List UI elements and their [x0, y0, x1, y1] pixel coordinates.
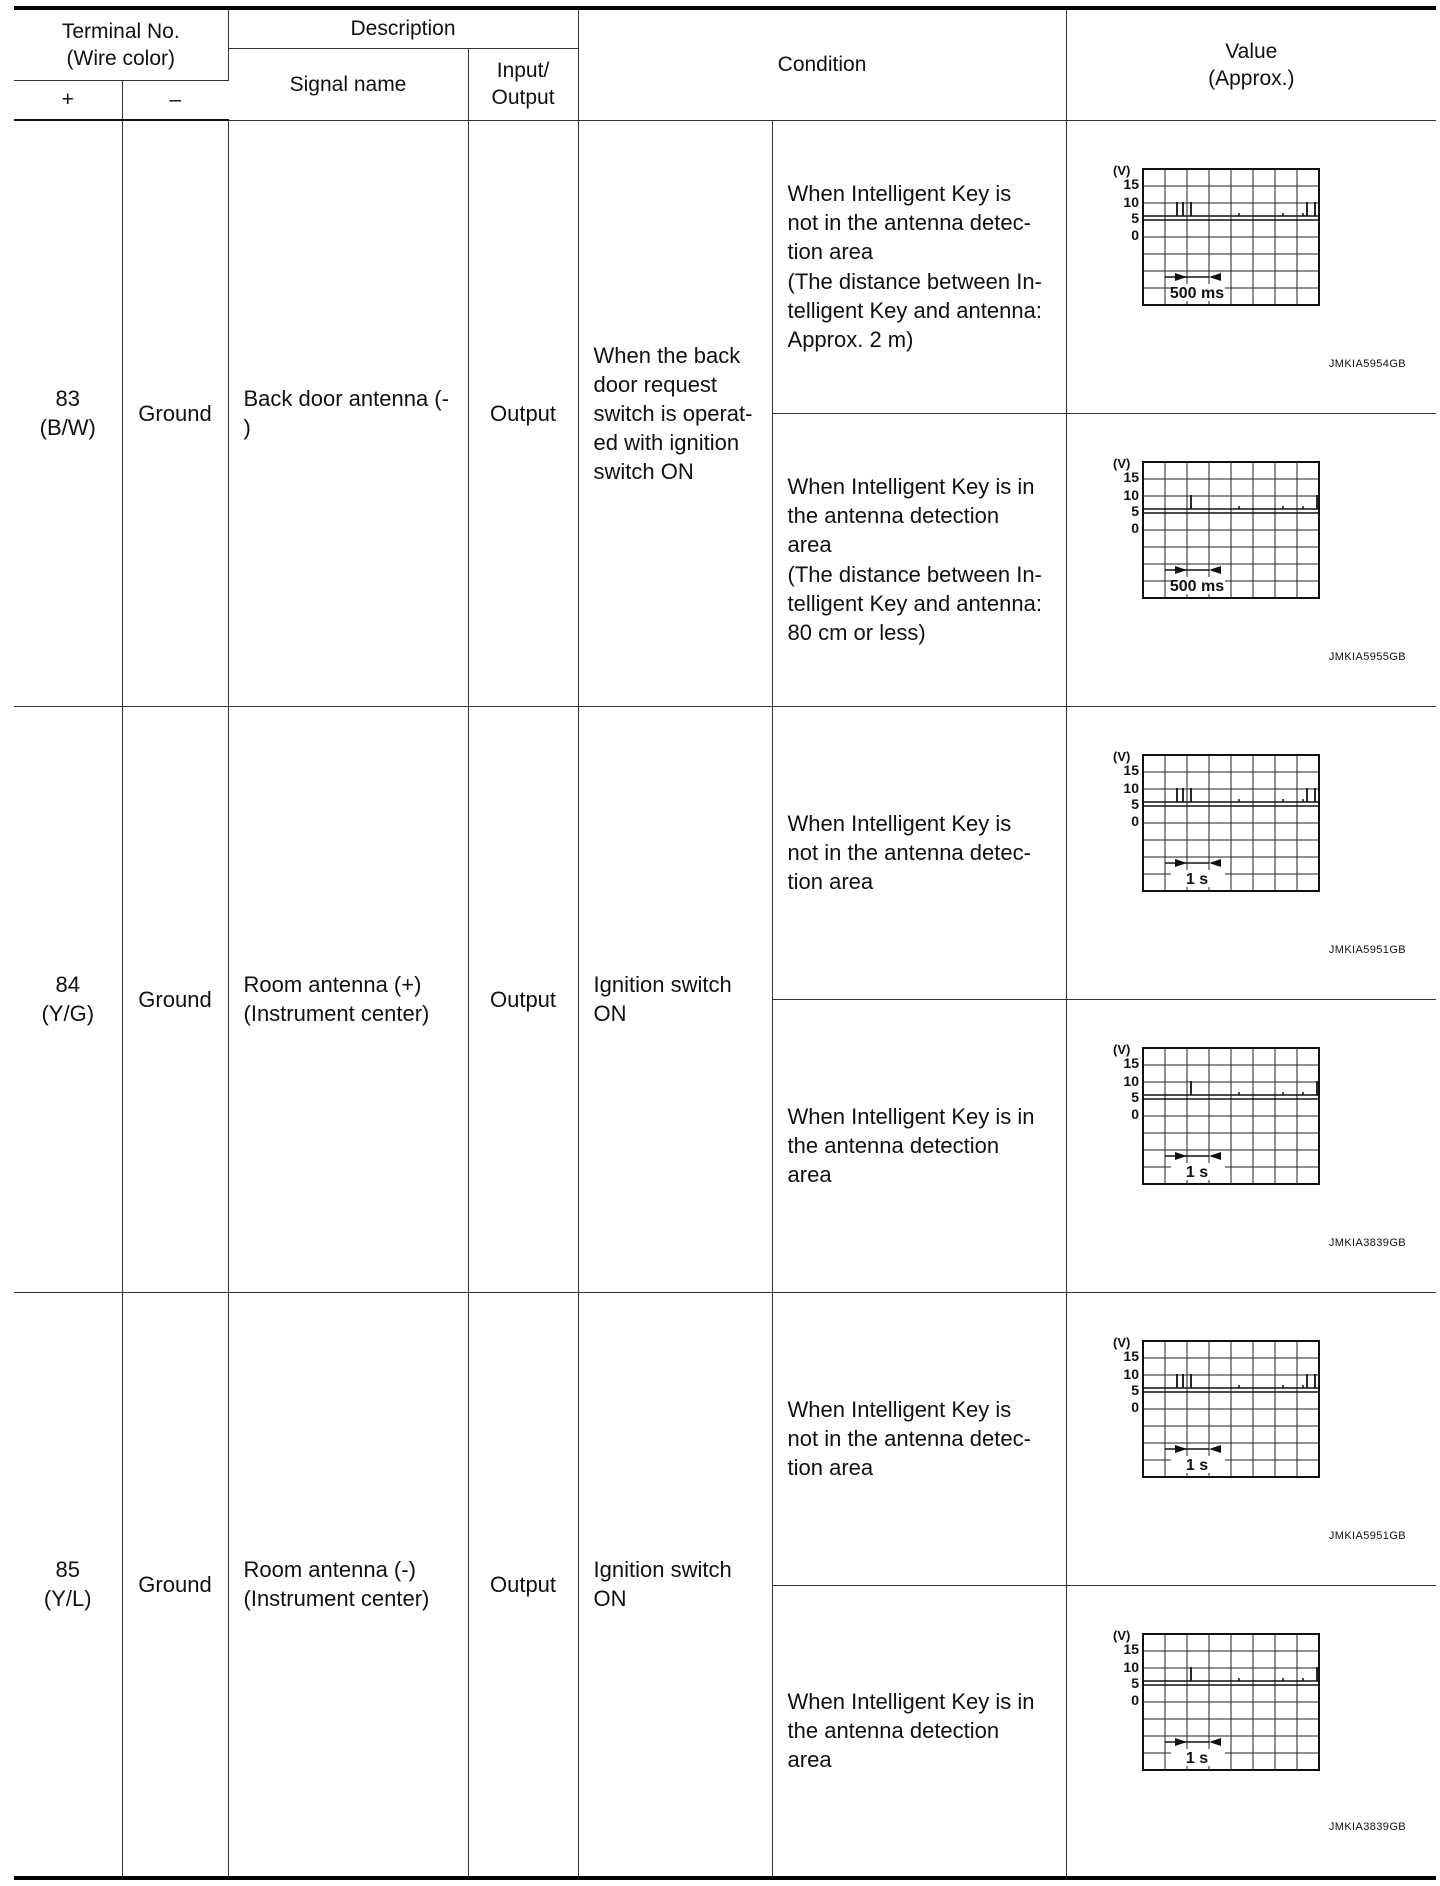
condition-header: Condition: [578, 8, 1066, 120]
unit-label: (V): [1112, 748, 1130, 764]
condition-main: Ignition switch ON: [578, 1292, 772, 1878]
time-scale-label: 1 s: [1185, 870, 1208, 888]
condition-detail: When Intelligent Key is in the antenna detection area (The distance between In- telligent Key and antenna: 80 cm or less): [772, 413, 1066, 706]
terminal-table-sheet: [14, 6, 1436, 1880]
y-tick-label: 5: [1130, 209, 1139, 226]
time-scale-label: 500 ms: [1169, 577, 1224, 595]
time-arrow-right: [1175, 1445, 1187, 1453]
minus-terminal: Ground: [122, 120, 228, 706]
time-scale-label: 1 s: [1185, 1163, 1208, 1181]
minus-terminal: Ground: [122, 706, 228, 1292]
condition-main: When the back door request switch is operat- ed with ignition switch ON: [578, 120, 772, 706]
y-tick-label: 5: [1130, 1088, 1139, 1105]
time-arrow-left: [1209, 1445, 1221, 1453]
y-tick-label: 0: [1130, 519, 1139, 536]
table-row: [14, 120, 1436, 413]
value-waveform-cell: [1066, 706, 1436, 999]
y-tick-label: 15: [1122, 1347, 1139, 1364]
time-scale-label: 500 ms: [1169, 284, 1224, 302]
condition-detail: When Intelligent Key is not in the antenna detec- tion area: [772, 706, 1066, 999]
y-tick-label: 0: [1130, 1691, 1139, 1708]
terminal-table: [14, 6, 1436, 1880]
y-tick-label: 5: [1130, 502, 1139, 519]
figure-code: JMKIA5955GB: [1328, 650, 1407, 663]
terminal-83: 83 (B/W): [14, 120, 122, 706]
waveform-chart: [1111, 454, 1411, 644]
value-waveform-cell: [1066, 1585, 1436, 1878]
condition-detail: When Intelligent Key is in the antenna detection area: [772, 1585, 1066, 1878]
figure-code: JMKIA3839GB: [1328, 1236, 1407, 1249]
signal-name: Room antenna (-) (Instrument center): [228, 1292, 468, 1878]
waveform-chart: [1111, 1040, 1411, 1230]
input-output: Output: [468, 120, 578, 706]
y-tick-label: 0: [1130, 812, 1139, 829]
y-tick-label: 15: [1122, 1640, 1139, 1657]
condition-detail: When Intelligent Key is not in the antenna detec- tion area (The distance between In- telligent Key and antenna: Approx. 2 m): [772, 120, 1066, 413]
signal-name-header: Signal name: [228, 48, 468, 120]
terminal-84: 84 (Y/G): [14, 706, 122, 1292]
waveform-chart: [1111, 1333, 1411, 1523]
time-arrow-right: [1175, 1152, 1187, 1160]
time-arrow-left: [1209, 566, 1221, 574]
time-arrow-right: [1175, 1738, 1187, 1746]
waveform-chart: [1111, 1626, 1411, 1816]
terminal-85: 85 (Y/L): [14, 1292, 122, 1878]
value-waveform-cell: [1066, 1292, 1436, 1585]
y-tick-label: 10: [1122, 193, 1139, 210]
time-scale-label: 1 s: [1185, 1456, 1208, 1474]
description-header: Description: [228, 8, 578, 48]
y-tick-label: 10: [1122, 1658, 1139, 1675]
condition-detail: When Intelligent Key is not in the antenna detec- tion area: [772, 1292, 1066, 1585]
figure-code: JMKIA5951GB: [1328, 943, 1407, 956]
table-row: [14, 1292, 1436, 1585]
unit-label: (V): [1112, 1334, 1130, 1350]
time-arrow-left: [1209, 1152, 1221, 1160]
y-tick-label: 5: [1130, 1674, 1139, 1691]
time-arrow-left: [1209, 273, 1221, 281]
condition-main: Ignition switch ON: [578, 706, 772, 1292]
unit-label: (V): [1112, 1041, 1130, 1057]
y-tick-label: 10: [1122, 779, 1139, 796]
y-tick-label: 0: [1130, 1398, 1139, 1415]
input-output: Output: [468, 706, 578, 1292]
y-tick-label: 10: [1122, 486, 1139, 503]
y-tick-label: 0: [1130, 1105, 1139, 1122]
waveform-chart: [1111, 747, 1411, 937]
input-output-header: Input/ Output: [468, 48, 578, 120]
y-tick-label: 15: [1122, 468, 1139, 485]
y-tick-label: 15: [1122, 1054, 1139, 1071]
time-arrow-right: [1175, 273, 1187, 281]
input-output: Output: [468, 1292, 578, 1878]
minus-header: –: [122, 80, 228, 120]
y-tick-label: 5: [1130, 1381, 1139, 1398]
minus-terminal: Ground: [122, 1292, 228, 1878]
y-tick-label: 10: [1122, 1365, 1139, 1382]
value-waveform-cell: [1066, 413, 1436, 706]
y-tick-label: 10: [1122, 1072, 1139, 1089]
y-tick-label: 15: [1122, 175, 1139, 192]
unit-label: (V): [1112, 455, 1130, 471]
figure-code: JMKIA5951GB: [1328, 1529, 1407, 1542]
unit-label: (V): [1112, 162, 1130, 178]
value-waveform-cell: [1066, 999, 1436, 1292]
time-arrow-right: [1175, 859, 1187, 867]
terminal-no-header: Terminal No. (Wire color): [14, 8, 228, 80]
waveform-chart: [1111, 161, 1411, 351]
signal-name: Room antenna (+) (Instrument center): [228, 706, 468, 1292]
condition-detail: When Intelligent Key is in the antenna detection area: [772, 999, 1066, 1292]
unit-label: (V): [1112, 1627, 1130, 1643]
time-arrow-left: [1209, 859, 1221, 867]
value-header: Value (Approx.): [1066, 8, 1436, 120]
time-arrow-right: [1175, 566, 1187, 574]
figure-code: JMKIA5954GB: [1328, 357, 1407, 370]
y-tick-label: 15: [1122, 761, 1139, 778]
signal-name: Back door antenna (- ): [228, 120, 468, 706]
time-arrow-left: [1209, 1738, 1221, 1746]
plus-header: +: [14, 80, 122, 120]
y-tick-label: 0: [1130, 226, 1139, 243]
y-tick-label: 5: [1130, 795, 1139, 812]
figure-code: JMKIA3839GB: [1328, 1821, 1407, 1833]
value-waveform-cell: [1066, 120, 1436, 413]
table-row: [14, 706, 1436, 999]
time-scale-label: 1 s: [1185, 1749, 1208, 1767]
